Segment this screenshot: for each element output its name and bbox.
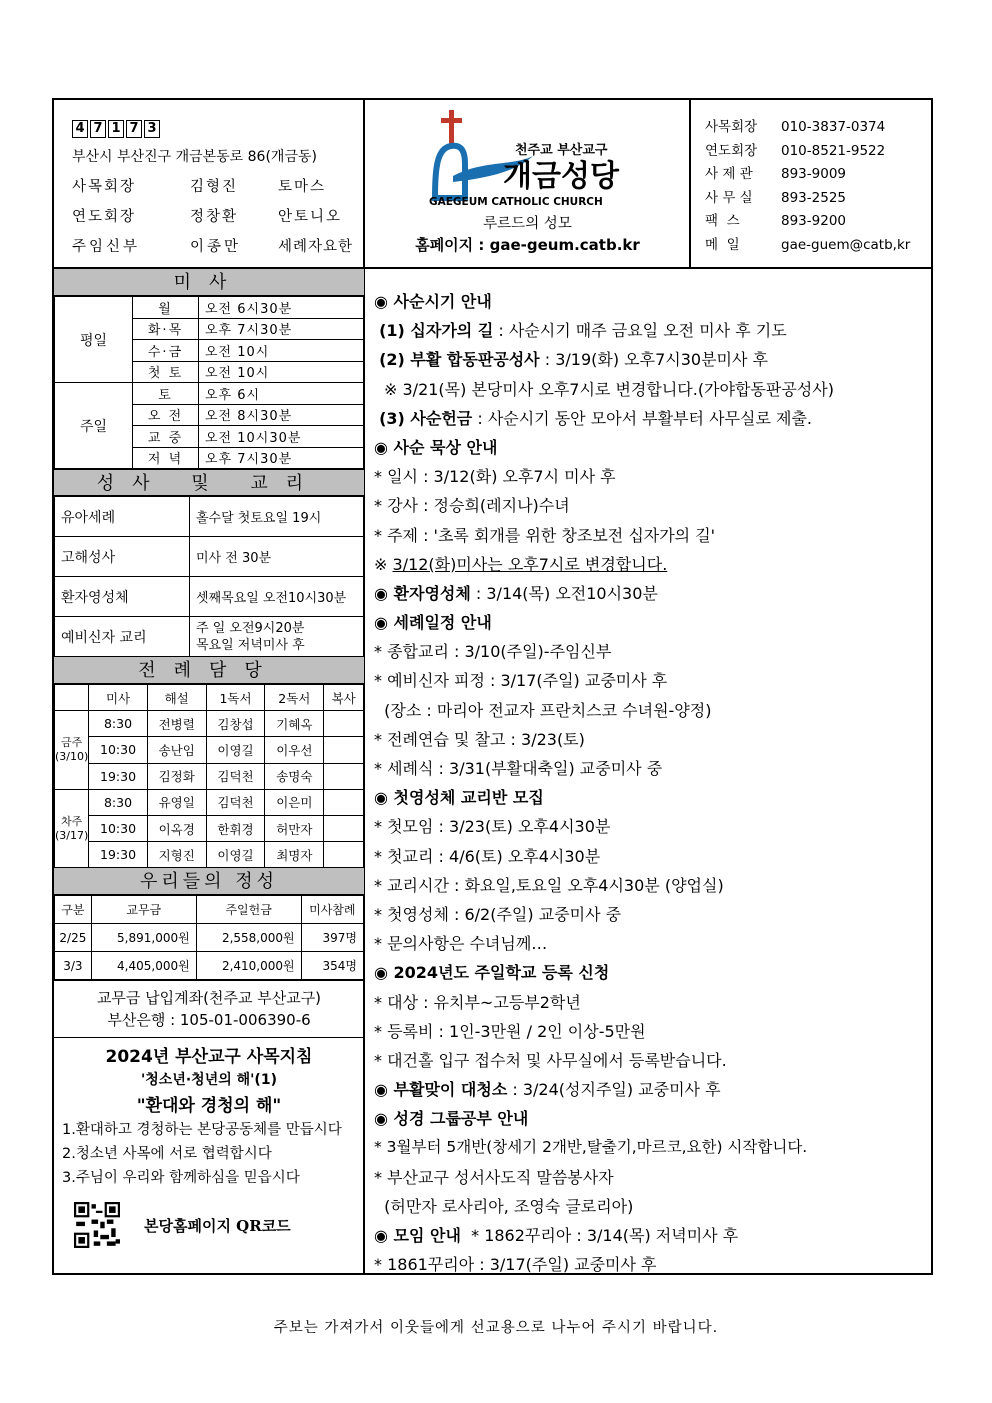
notice-line: ※ 3/21(목) 본당미사 오후7시로 변경합니다.(가야합동판공성사) <box>384 379 834 399</box>
contact-row <box>705 116 935 140</box>
liturgy-cell: 허만자 <box>265 815 324 841</box>
notice-line: * 세례식 : 3/31(부활대축일) 교중미사 중 <box>374 759 663 778</box>
left-column <box>54 269 364 1248</box>
offering-section-title: 우리들의 정성 <box>54 868 364 895</box>
notice-heading: ◉ 세례일정 안내 <box>374 613 492 633</box>
liturgy-cell: 19:30 <box>89 763 148 789</box>
liturgy-cell: 이은미 <box>265 789 324 815</box>
liturgy-cell: 19:30 <box>89 842 148 868</box>
notice-line: * 대상 : 유치부~고등부2학년 <box>374 992 581 1012</box>
notice-line <box>374 1221 935 1250</box>
patron-saint: 루르드의 성모 <box>483 216 572 232</box>
contact-row <box>705 210 935 234</box>
notice-line: * 첫모임 : 3/23(토) 오후4시30분 <box>374 817 611 837</box>
notice-line <box>374 1075 935 1104</box>
liturgy-cell: 전병렬 <box>147 711 206 737</box>
table-row <box>55 737 364 763</box>
notice-line: * 전례연습 및 찰고 : 3/23(토) <box>374 729 585 749</box>
liturgy-cell: 이영길 <box>206 842 265 868</box>
homepage-url[interactable]: 홈페이지 : gae-geum.catb.kr <box>415 236 640 254</box>
contact-value: 893-2525 <box>781 189 846 206</box>
notice-line: * 종합교리 : 3/10(주일)-주임신부 <box>374 642 612 662</box>
pastoral-guideline <box>54 1038 364 1248</box>
this-week-label: 금주(3/10) <box>55 711 89 790</box>
staff-role: 사목회장 <box>72 179 137 195</box>
sacrament-value: 셋째목요일 오전10시30분 <box>190 577 364 617</box>
mass-time: 오후 7시30분 <box>199 318 364 340</box>
notices-column <box>365 269 935 1279</box>
contact-row <box>705 140 935 164</box>
mass-day: 첫 토 <box>133 361 199 383</box>
notice-text: : 3/19(화) 오후7시30분미사 후 <box>539 350 768 370</box>
liturgy-cell: 최명자 <box>265 842 324 868</box>
staff-role: 연도회장 <box>72 209 137 225</box>
liturgy-cell: 10:30 <box>89 815 148 841</box>
header-address-block <box>54 100 364 268</box>
catechumen-thursday: 목요일 저녁미사 후 <box>196 637 305 653</box>
mass-day: 교 중 <box>133 426 199 448</box>
table-row <box>55 617 364 657</box>
pastoral-list <box>54 1118 364 1190</box>
mass-day: 월 <box>133 297 199 319</box>
mass-time: 오전 6시30분 <box>199 297 364 319</box>
list-item: 3.주님이 우리와 함께하심을 믿읍시다 <box>62 1170 300 1187</box>
notice-heading: ◉ 모임 안내 <box>374 1226 461 1245</box>
mass-day: 저 녁 <box>133 447 199 469</box>
offering-cell: 2,558,000원 <box>196 924 301 952</box>
notice-line: * 교리시간 : 화요일,토요일 오후4시30분 (양업실) <box>374 875 724 895</box>
account-line: 교무금 납입계좌(천주교 부산교구) <box>96 989 322 1008</box>
staff-name: 정창환 <box>190 209 239 225</box>
offering-cell: 3/3 <box>55 952 92 980</box>
notice-text: : 사순시기 매주 금요일 오전 미사 후 기도 <box>493 321 787 341</box>
contact-label: 사 무 실 <box>705 189 753 206</box>
notice-text: : 3/14(목) 오전10시30분 <box>470 583 658 603</box>
logo-diocese: 천주교 부산교구 <box>515 143 608 158</box>
offering-table <box>54 895 364 980</box>
contact-value: 010-8521-9522 <box>781 142 886 159</box>
mass-day: 수·금 <box>133 340 199 362</box>
notice-line: * 첫교리 : 4/6(토) 오후4시30분 <box>374 846 601 866</box>
qr-code-icon[interactable] <box>74 1202 120 1248</box>
mass-time: 오후 6시 <box>199 383 364 405</box>
staff-row <box>72 175 364 196</box>
notice-heading: ◉ 성경 그룹공부 안내 <box>374 1109 529 1129</box>
sacrament-label: 유아세례 <box>55 497 190 537</box>
contact-label: 메 일 <box>705 236 740 253</box>
contact-row <box>705 163 935 187</box>
mass-time: 오전 10시 <box>199 361 364 383</box>
contact-value: 010-3837-0374 <box>781 119 886 135</box>
table-row <box>55 924 364 952</box>
notice-line: * 대건홀 입구 접수처 및 사무실에서 등록받습니다. <box>374 1050 727 1070</box>
zip-digit: 1 <box>108 120 124 138</box>
liturgy-cell: 김창섭 <box>206 711 265 737</box>
liturgy-cell: 송명숙 <box>265 763 324 789</box>
table-row <box>55 297 364 319</box>
pastoral-subtitle: '청소년·청년의 해'(1) <box>141 1072 277 1089</box>
offering-cell: 2,410,000원 <box>196 952 301 980</box>
contact-value: gae-guem@catb,kr <box>781 236 911 253</box>
zip-code <box>72 120 364 138</box>
mass-time: 오전 8시30분 <box>199 404 364 426</box>
staff-baptism: 세례자요한 <box>278 239 354 255</box>
notice-line: * 문의사항은 수녀님께… <box>374 934 548 954</box>
table-row <box>55 896 364 924</box>
notice-line <box>374 316 935 345</box>
mass-schedule-table <box>54 296 364 469</box>
offering-cell: 397명 <box>301 924 363 952</box>
liturgy-cell: 8:30 <box>89 711 148 737</box>
zip-digit: 7 <box>90 120 106 138</box>
catechumen-sunday: 주 일 오전9시20분 <box>196 620 305 636</box>
sunday-label: 주일 <box>55 383 133 469</box>
column-header: 교무금 <box>91 896 196 924</box>
account-number: 부산은행 : 105-01-006390-6 <box>107 1011 311 1030</box>
notice-line <box>374 345 935 374</box>
sacrament-value: 미사 전 30분 <box>190 537 364 577</box>
address: 부산시 부산진구 개금본동로 86(개금동) <box>72 149 317 165</box>
contact-label: 사목회장 <box>705 119 758 135</box>
notice-heading: ◉ 사순시기 안내 <box>374 292 492 311</box>
sacrament-table <box>54 496 364 657</box>
qr-label: 본당홈페이지 QR코드 <box>144 1216 291 1235</box>
table-row <box>55 383 364 405</box>
notice-line: * 등록비 : 1인-3만원 / 2인 이상-5만원 <box>374 1021 646 1041</box>
notice-heading: ◉ 사순 묵상 안내 <box>374 437 498 457</box>
column-header: 1독서 <box>206 685 265 711</box>
notice-text: : 3/24(성지주일) 교중미사 후 <box>507 1080 721 1100</box>
list-item: 1.환대하고 경청하는 본당공동체를 만듭시다 <box>62 1122 342 1139</box>
table-row <box>55 685 364 711</box>
pastoral-title: 2024년 부산교구 사목지침 <box>105 1047 313 1068</box>
notice-line: * 1861꾸리아 : 3/17(주일) 교중미사 후 <box>374 1255 657 1275</box>
column-header: 복사 <box>324 685 364 711</box>
notice-line: (허만자 로사리아, 조영숙 글로리아) <box>374 1196 634 1216</box>
list-item: 2.청소년 사목에 서로 협력합시다 <box>62 1146 272 1163</box>
footer-note: 주보는 가져가서 이웃들에게 선교용으로 나누어 주시기 바랍니다. <box>273 1320 719 1336</box>
liturgy-cell: 이옥경 <box>147 815 206 841</box>
table-row <box>55 815 364 841</box>
notice-key: (3) 사순헌금 <box>379 408 473 428</box>
liturgy-cell: 10:30 <box>89 737 148 763</box>
offering-cell: 5,891,000원 <box>91 924 196 952</box>
column-header: 구분 <box>55 896 92 924</box>
column-header: 해설 <box>147 685 206 711</box>
column-header: 2독서 <box>265 685 324 711</box>
liturgy-section-title: 전례담당 <box>54 657 364 684</box>
liturgy-cell: 이우선 <box>265 737 324 763</box>
logo-parish: 개금성당 <box>503 159 619 194</box>
notice-text: : 사순시기 동안 모아서 부활부터 사무실로 제출. <box>472 408 812 428</box>
table-row <box>55 842 364 868</box>
liturgy-cell <box>324 842 364 868</box>
mass-section-title: 미사 <box>54 269 364 296</box>
liturgy-cell: 송난임 <box>147 737 206 763</box>
liturgy-cell: 김정화 <box>147 763 206 789</box>
notice-key: (2) 부활 합동판공성사 <box>379 350 540 370</box>
contact-row <box>705 187 935 211</box>
contact-label: 사 제 관 <box>705 166 753 183</box>
notice-heading: ◉ 환자영성체 <box>374 583 471 603</box>
notice-line: * 일시 : 3/12(화) 오후7시 미사 후 <box>374 467 616 487</box>
sacrament-value <box>190 617 364 657</box>
mass-day: 화·목 <box>133 318 199 340</box>
notice-line: * 강사 : 정승희(레지나)수녀 <box>374 496 570 516</box>
sacrament-label: 환자영성체 <box>55 577 190 617</box>
parish-logo <box>423 108 643 208</box>
contact-label: 팩 스 <box>705 213 740 230</box>
table-row <box>55 789 364 815</box>
notice-key: (1) 십자가의 길 <box>379 321 494 341</box>
notice-line: * 주제 : '초록 회개를 위한 창조보전 십자가의 길' <box>374 525 716 545</box>
zip-digit: 7 <box>126 120 142 138</box>
notice-line <box>374 404 935 433</box>
contact-value: 893-9009 <box>781 166 846 183</box>
zip-digit: 3 <box>144 120 160 138</box>
notice-line <box>374 579 935 608</box>
liturgy-cell: 8:30 <box>89 789 148 815</box>
bulletin-frame <box>52 98 933 1275</box>
table-row <box>55 497 364 537</box>
contact-value: 893-9200 <box>781 213 846 230</box>
liturgy-corner <box>55 685 89 711</box>
liturgy-cell: 이영길 <box>206 737 265 763</box>
staff-baptism: 토마스 <box>278 179 327 195</box>
qr-row <box>54 1202 364 1248</box>
notice-line: * 부산교구 성서사도직 말씀봉사자 <box>374 1167 614 1187</box>
weekday-label: 평일 <box>55 297 133 383</box>
mass-day: 토 <box>133 383 199 405</box>
liturgy-cell: 김덕천 <box>206 789 265 815</box>
table-row <box>55 577 364 617</box>
liturgy-cell: 한휘경 <box>206 815 265 841</box>
header-contacts <box>691 100 935 268</box>
liturgy-cell: 지형진 <box>147 842 206 868</box>
sacrament-label: 예비신자 교리 <box>55 617 190 657</box>
zip-digit: 4 <box>72 120 88 138</box>
sacrament-label: 고해성사 <box>55 537 190 577</box>
table-row <box>55 537 364 577</box>
sacrament-section-title: 성사 및 교리 <box>54 469 364 496</box>
contact-row <box>705 234 935 258</box>
header-logo-block <box>365 100 690 268</box>
staff-row <box>72 205 364 226</box>
notice-heading: ◉ 부활맞이 대청소 <box>374 1080 508 1100</box>
offering-cell: 354명 <box>301 952 363 980</box>
notice-line <box>374 550 935 579</box>
pastoral-theme: "환대와 경청의 해" <box>136 1096 282 1117</box>
column-header: 주일헌금 <box>196 896 301 924</box>
liturgy-cell <box>324 789 364 815</box>
notice-text: * 1862꾸리아 : 3/14(목) 저녁미사 후 <box>460 1226 739 1245</box>
liturgy-table <box>54 684 364 868</box>
notice-line: * 예비신자 피정 : 3/17(주일) 교중미사 후 <box>374 671 668 691</box>
mass-day: 오 전 <box>133 404 199 426</box>
notice-underlined: 3/12(화)미사는 오후7시로 변경합니다. <box>392 554 668 574</box>
staff-baptism: 안토니오 <box>278 209 343 225</box>
notice-mark: ※ <box>374 554 393 574</box>
sacrament-value: 홀수달 첫토요일 19시 <box>190 497 364 537</box>
liturgy-cell <box>324 711 364 737</box>
notice-line: * 첫영성체 : 6/2(주일) 교중미사 중 <box>374 904 622 924</box>
liturgy-cell: 유영일 <box>147 789 206 815</box>
liturgy-cell: 김덕천 <box>206 763 265 789</box>
notice-heading: ◉ 2024년도 주일학교 등록 신청 <box>374 963 610 983</box>
offering-cell: 4,405,000원 <box>91 952 196 980</box>
liturgy-cell <box>324 815 364 841</box>
staff-role: 주임신부 <box>72 239 141 255</box>
staff-name: 이종만 <box>190 239 242 255</box>
table-row <box>55 711 364 737</box>
notice-line: * 3월부터 5개반(창세기 2개반,탈출기,마르코,요한) 시작합니다. <box>374 1138 808 1157</box>
liturgy-cell <box>324 763 364 789</box>
liturgy-cell: 기혜옥 <box>265 711 324 737</box>
staff-name: 김형진 <box>190 179 239 195</box>
column-header: 미사 <box>89 685 148 711</box>
table-row <box>55 952 364 980</box>
staff-row <box>72 235 364 256</box>
column-header: 미사참례 <box>301 896 363 924</box>
table-row <box>55 763 364 789</box>
mass-time: 오전 10시30분 <box>199 426 364 448</box>
contact-label: 연도회장 <box>705 142 758 159</box>
mass-time: 오후 7시30분 <box>199 447 364 469</box>
mass-time: 오전 10시 <box>199 340 364 362</box>
notice-heading: ◉ 첫영성체 교리반 모집 <box>374 788 544 808</box>
offering-cell: 2/25 <box>55 924 92 952</box>
logo-english: GAEGEUM CATHOLIC CHURCH <box>429 196 603 208</box>
next-week-label: 차주(3/17) <box>55 789 89 868</box>
notice-line: (장소 : 마리아 전교자 프란치스코 수녀원-양정) <box>374 700 712 720</box>
liturgy-cell <box>324 737 364 763</box>
account-info <box>54 980 364 1038</box>
